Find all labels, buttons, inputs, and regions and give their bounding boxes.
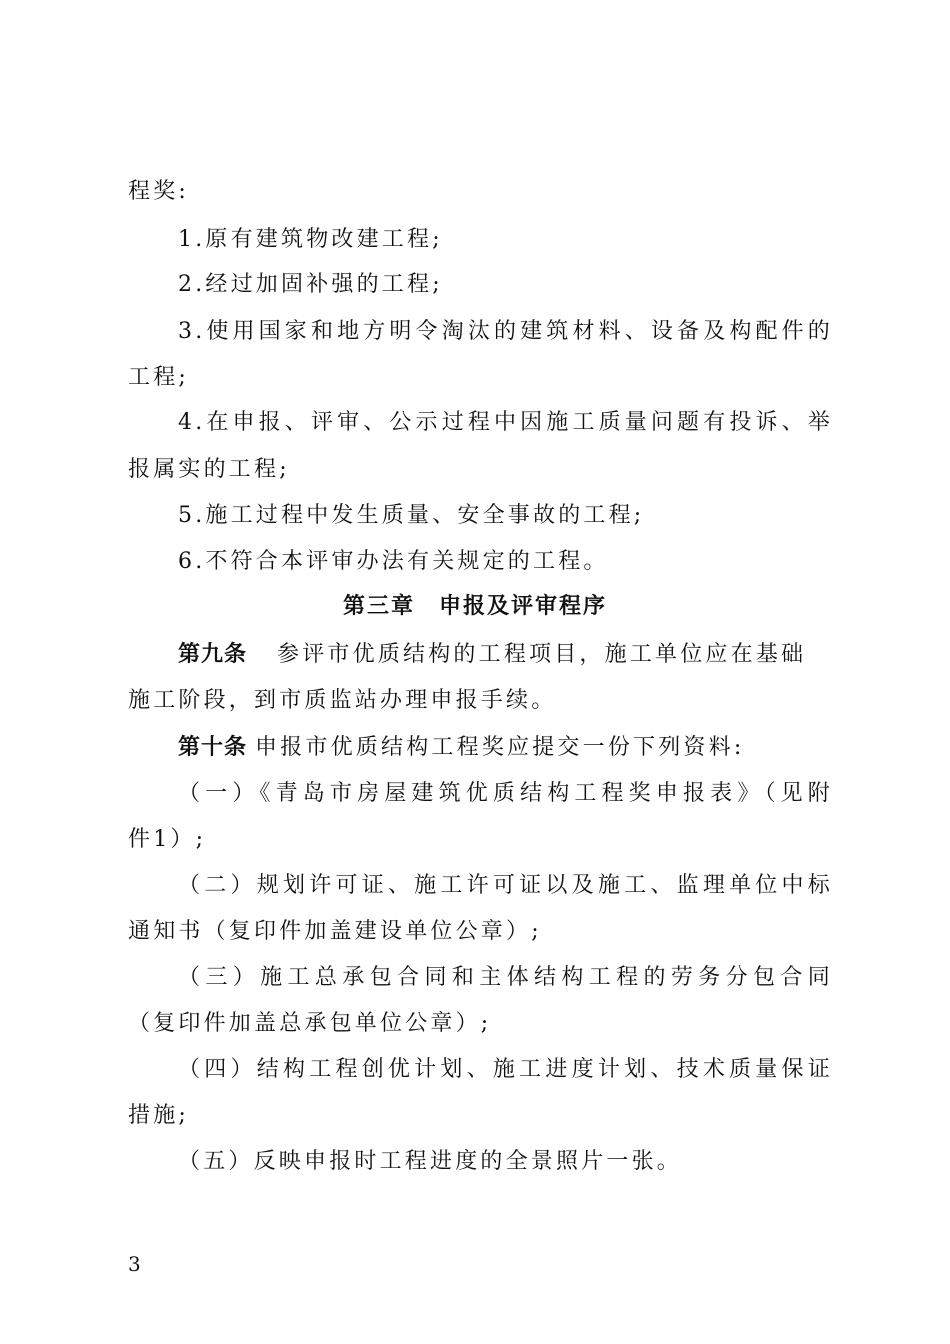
text-line: （复印件加盖总承包单位公章）; <box>128 1011 492 1036</box>
article-heading: 第十条 <box>178 735 248 760</box>
list-item: （一）《青岛市房屋建筑优质结构工程奖申报表》（见附 <box>178 781 833 806</box>
list-item: （五）反映申报时工程进度的全景照片一张。 <box>178 1149 683 1174</box>
article-10 <box>178 733 833 763</box>
list-item: 4.在申报、评审、公示过程中因施工质量问题有投诉、举 <box>178 410 833 435</box>
list-item: 1.原有建筑物改建工程; <box>178 227 443 252</box>
article-text: 申报市优质结构工程奖应提交一份下列资料: <box>255 735 745 760</box>
list-item: 5.施工过程中发生质量、安全事故的工程; <box>178 503 645 528</box>
text-line: 通知书（复印件加盖建设单位公章）; <box>128 919 542 944</box>
text-line: 件1）; <box>128 827 207 852</box>
page-number: 3 <box>128 1252 141 1276</box>
article-9 <box>178 640 833 670</box>
article-heading: 第九条 <box>178 642 248 667</box>
list-item: （四）结构工程创优计划、施工进度计划、技术质量保证 <box>178 1057 833 1082</box>
text-line: 措施; <box>128 1103 190 1128</box>
text-line: 施工阶段，到市质监站办理申报手续。 <box>128 688 557 713</box>
list-item: （二）规划许可证、施工许可证以及施工、监理单位中标 <box>178 873 833 898</box>
list-item: 3.使用国家和地方明令淘汰的建筑材料、设备及构配件的 <box>178 319 833 344</box>
list-item: （三）施工总承包合同和主体结构工程的劳务分包合同 <box>178 965 833 990</box>
chapter-title: 第三章 申报及评审程序 <box>342 594 607 619</box>
list-item: 6.不符合本评审办法有关规定的工程。 <box>178 549 609 574</box>
text-line: 工程; <box>128 365 190 390</box>
list-item: 2.经过加固补强的工程; <box>178 272 443 297</box>
text-line: 程奖: <box>128 179 190 204</box>
article-text: 参评市优质结构的工程项目，施工单位应在基础 <box>277 642 807 667</box>
text-line: 报属实的工程; <box>128 457 290 482</box>
